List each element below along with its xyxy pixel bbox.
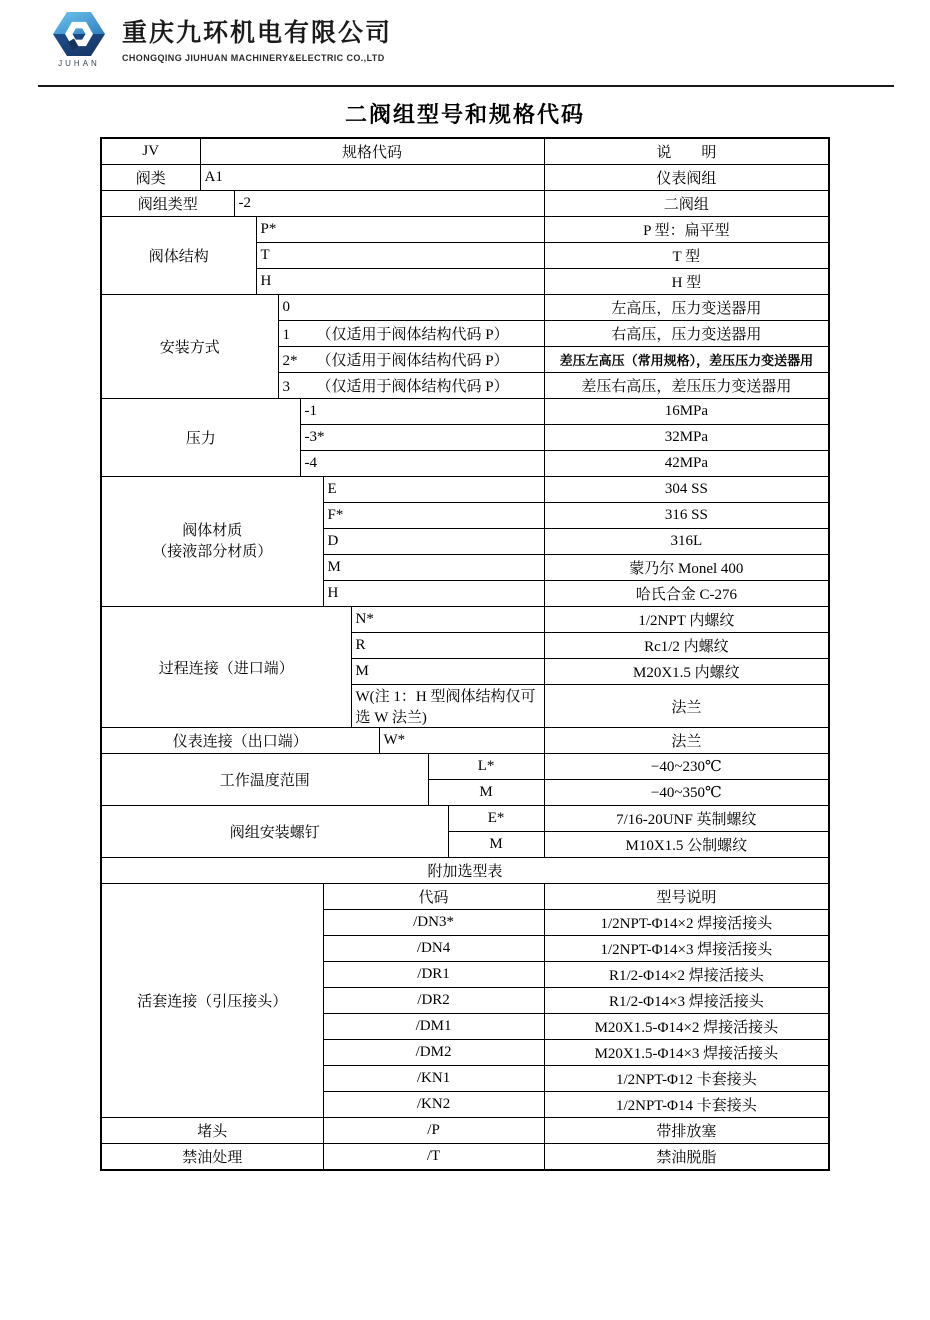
table-row — [101, 477, 829, 503]
code-cell — [278, 321, 544, 347]
label-process-conn: 过程连接（进口端） — [101, 607, 351, 728]
desc-cell: 仪表阀组 — [544, 165, 829, 191]
desc-cell: M20X1.5-Φ14×2 焊接活接头 — [544, 1014, 829, 1040]
desc-cell: 42MPa — [544, 451, 829, 477]
desc-cell: 304 SS — [544, 477, 829, 503]
label-pressure: 压力 — [101, 399, 300, 477]
option-code: 1 — [282, 327, 290, 343]
option-note: （仅适用于阀体结构代码 P） — [316, 379, 509, 395]
option-note: （仅适用于阀体结构代码 P） — [316, 327, 509, 343]
code-cell: /DR2 — [323, 988, 544, 1014]
table-row — [101, 295, 829, 321]
code-cell: H — [256, 269, 544, 295]
desc-cell: Rc1/2 内螺纹 — [544, 633, 829, 659]
desc-cell: 1/2NPT-Φ14×2 焊接活接头 — [544, 910, 829, 936]
code-cell: E* — [448, 806, 544, 832]
table-row — [101, 728, 829, 754]
desc-cell: 1/2NPT-Φ12 卡套接头 — [544, 1066, 829, 1092]
label-material-line1: 阀体材质 — [182, 523, 243, 540]
code-cell: H — [323, 581, 544, 607]
code-cell: /DM2 — [323, 1040, 544, 1066]
table-row — [101, 806, 829, 832]
code-cell — [278, 373, 544, 399]
label-union-conn: 活套连接（引压接头） — [101, 884, 323, 1118]
label-plug: 堵头 — [101, 1118, 323, 1144]
option-note: （仅适用于阀体结构代码 P） — [316, 353, 509, 369]
desc-cell: 法兰 — [544, 685, 829, 728]
code-cell: /P — [323, 1118, 544, 1144]
label-mounting-screw: 阀组安装螺钉 — [101, 806, 448, 858]
table-row — [101, 607, 829, 633]
code-cell: F* — [323, 503, 544, 529]
code-cell: /DM1 — [323, 1014, 544, 1040]
desc-cell: 哈氏合金 C-276 — [544, 581, 829, 607]
option-code: 3 — [282, 379, 290, 395]
desc-cell: −40~230℃ — [544, 754, 829, 780]
code-cell — [278, 295, 544, 321]
table-row — [101, 1144, 829, 1171]
code-cell: /DN4 — [323, 936, 544, 962]
company-logo-icon — [48, 10, 110, 68]
code-cell: W(注 1：H 型阀体结构仅可选 W 法兰) — [351, 685, 544, 728]
desc-cell: 32MPa — [544, 425, 829, 451]
code-cell: E — [323, 477, 544, 503]
additional-head-code: 代码 — [323, 884, 544, 910]
table-row — [101, 399, 829, 425]
label-group-type: 阀组类型 — [101, 191, 234, 217]
desc-cell: 316 SS — [544, 503, 829, 529]
code-cell: -3* — [300, 425, 544, 451]
code-cell: /KN2 — [323, 1092, 544, 1118]
code-cell: T — [256, 243, 544, 269]
desc-cell: 禁油脱脂 — [544, 1144, 829, 1171]
desc-cell: 16MPa — [544, 399, 829, 425]
code-cell: L* — [428, 754, 544, 780]
spec-table — [100, 137, 830, 1171]
desc-cell: 1/2NPT-Φ14×3 焊接活接头 — [544, 936, 829, 962]
label-material — [101, 477, 323, 607]
option-code: 2* — [282, 353, 298, 369]
code-cell: /T — [323, 1144, 544, 1171]
option-code: 0 — [282, 299, 290, 315]
desc-cell: H 型 — [544, 269, 829, 295]
label-temp-range: 工作温度范围 — [101, 754, 428, 806]
code-cell: N* — [351, 607, 544, 633]
desc-cell: T 型 — [544, 243, 829, 269]
desc-cell: 1/2NPT 内螺纹 — [544, 607, 829, 633]
additional-head-desc: 型号说明 — [544, 884, 829, 910]
desc-cell: M10X1.5 公制螺纹 — [544, 832, 829, 858]
code-cell: /DN3* — [323, 910, 544, 936]
desc-cell: 蒙乃尔 Monel 400 — [544, 555, 829, 581]
desc-cell: R1/2-Φ14×3 焊接活接头 — [544, 988, 829, 1014]
code-cell: D — [323, 529, 544, 555]
company-names — [122, 10, 392, 63]
desc-cell: 差压右高压，差压压力变送器用 — [544, 373, 829, 399]
label-material-line2: （接液部分材质） — [152, 543, 273, 560]
label-body-structure: 阀体结构 — [101, 217, 256, 295]
desc-cell: M20X1.5 内螺纹 — [544, 659, 829, 685]
desc-cell: 7/16-20UNF 英制螺纹 — [544, 806, 829, 832]
desc-cell: 1/2NPT-Φ14 卡套接头 — [544, 1092, 829, 1118]
code-cell: -2 — [234, 191, 544, 217]
head-spec-code: 规格代码 — [200, 138, 544, 165]
table-row — [101, 138, 829, 165]
label-instrument-conn: 仪表连接（出口端） — [101, 728, 379, 754]
code-cell: P* — [256, 217, 544, 243]
code-cell: M — [323, 555, 544, 581]
label-valve-class: 阀类 — [101, 165, 200, 191]
code-cell: R — [351, 633, 544, 659]
code-cell: M — [351, 659, 544, 685]
desc-cell: 左高压，压力变送器用 — [544, 295, 829, 321]
code-cell: /DR1 — [323, 962, 544, 988]
desc-cell: M20X1.5-Φ14×3 焊接活接头 — [544, 1040, 829, 1066]
code-cell: M — [428, 780, 544, 806]
desc-cell: 差压左高压（常用规格），差压压力变送器用 — [544, 347, 829, 373]
table-row — [101, 1118, 829, 1144]
desc-cell: −40~350℃ — [544, 780, 829, 806]
code-cell: A1 — [200, 165, 544, 191]
label-mounting: 安装方式 — [101, 295, 278, 399]
code-cell: W* — [379, 728, 544, 754]
company-name-en: CHONGQING JIUHUAN MACHINERY&ELECTRIC CO.,LTD — [122, 52, 385, 63]
code-cell — [278, 347, 544, 373]
additional-table-title: 附加选型表 — [101, 858, 829, 884]
desc-cell: R1/2-Φ14×2 焊接活接头 — [544, 962, 829, 988]
table-row — [101, 191, 829, 217]
logo-text: JUHAN — [58, 59, 100, 68]
page-title: 二阀组型号和规格代码 — [344, 102, 585, 127]
desc-cell: 带排放塞 — [544, 1118, 829, 1144]
table-row — [101, 858, 829, 884]
company-header — [48, 10, 392, 68]
desc-cell: 二阀组 — [544, 191, 829, 217]
desc-cell: 右高压，压力变送器用 — [544, 321, 829, 347]
company-name-cn: 重庆九环机电有限公司 — [122, 19, 393, 47]
desc-cell: P 型：扁平型 — [544, 217, 829, 243]
code-cell: -4 — [300, 451, 544, 477]
table-row — [101, 754, 829, 780]
code-cell: /KN1 — [323, 1066, 544, 1092]
head-desc: 说 明 — [544, 138, 829, 165]
code-cell: -1 — [300, 399, 544, 425]
table-row — [101, 884, 829, 910]
desc-cell: 316L — [544, 529, 829, 555]
label-oil-free: 禁油处理 — [101, 1144, 323, 1171]
table-row — [101, 165, 829, 191]
code-cell: M — [448, 832, 544, 858]
desc-cell: 法兰 — [544, 728, 829, 754]
table-row — [101, 217, 829, 243]
header-divider — [38, 85, 894, 87]
head-jv: JV — [101, 138, 200, 165]
